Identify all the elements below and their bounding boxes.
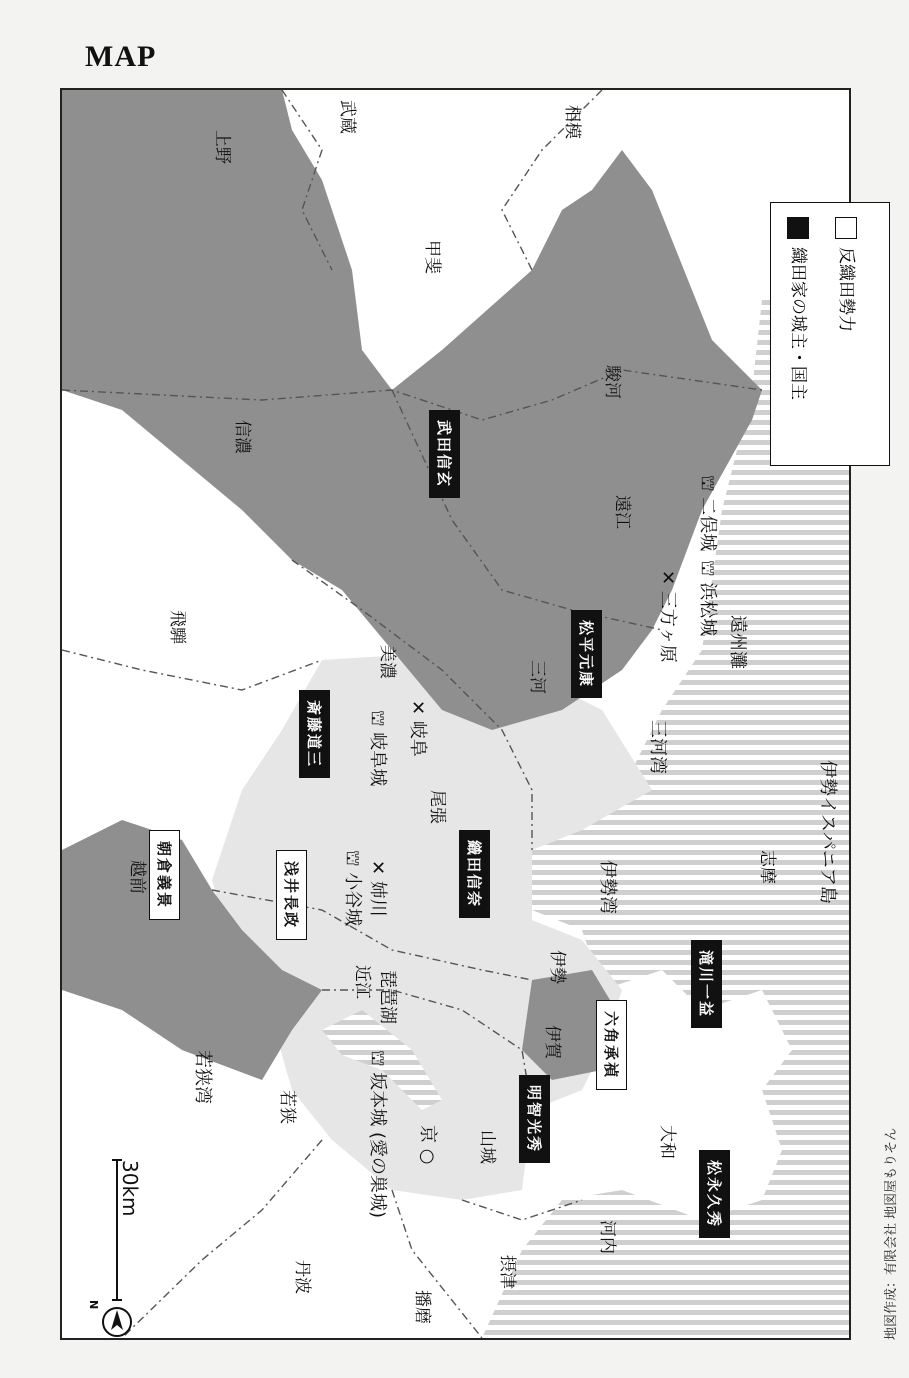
place-sakamoto-label: 坂本城 (愛の巣城) [367,1072,388,1219]
place-anegawa: ✕ 姉川 [367,860,388,917]
province-ise: 伊勢 [547,950,567,984]
map-canvas [62,90,849,1338]
province-shinano: 信濃 [232,420,252,454]
place-futamata-label: 二俣城 [697,497,718,552]
scale-label: 30km [118,1160,142,1217]
place-hamamatsu-label: 浜松城 [697,582,718,637]
province-tamba: 丹波 [292,1260,312,1294]
map-title: MAP [85,40,157,73]
place-kyo-label: 京 [417,1125,438,1143]
province-musashi: 武蔵 [337,100,357,134]
legend-swatch-white [835,217,857,239]
warlord-asakura: 朝倉義景 [149,830,180,920]
place-gifu-castle-label: 岐阜城 [367,732,388,787]
place-gifu-castle: ⛫ 岐阜城 [367,710,388,787]
warlord-akechi: 明智光秀 [519,1075,550,1163]
place-mikatagahara-label: 三方ヶ原 [657,590,678,663]
legend [770,202,890,466]
warlord-takeda: 武田信玄 [429,410,460,498]
legend-swatch-black [787,217,809,239]
compass-label: N [87,1300,100,1310]
province-kai: 甲斐 [422,240,442,274]
map-frame[interactable] [60,88,856,1340]
province-kawachi: 河内 [597,1220,617,1254]
place-kyo: 京 ○ [417,1125,438,1165]
province-yamato: 大和 [657,1125,677,1159]
place-sakamoto: ⛫ 坂本城 (愛の巣城) [367,1050,388,1219]
province-wakasa: 若狭 [277,1090,297,1124]
legend-label-anti-oda: 反織田勢力 [836,247,856,332]
place-futamata: ⛫ 二俣城 [697,475,718,552]
place-enshu: 遠州灘 [727,615,748,669]
place-wakasa-bay: 若狭湾 [192,1050,213,1104]
place-mikatagahara: ✕ 三方ヶ原 [657,570,678,663]
province-echizen: 越前 [127,860,147,894]
warlord-saito: 斎藤道三 [299,690,330,778]
place-gifu-battle: ✕ 岐阜 [407,700,428,757]
place-hamamatsu: ⛫ 浜松城 [697,560,718,637]
place-anegawa-label: 姉川 [367,880,388,917]
province-shima: 志摩 [757,850,777,884]
province-mikawa: 三河 [527,660,547,694]
place-odani-label: 小谷城 [342,872,363,927]
warlord-rokkaku: 六角承禎 [596,1000,627,1090]
place-gifu-battle-label: 岐阜 [407,720,428,757]
warlord-matsunaga: 松永久秀 [699,1150,730,1238]
province-yamashiro: 山城 [477,1130,497,1164]
province-kozuke: 上野 [212,130,232,164]
place-ise-peninsula: 伊勢イスパニア島 [817,760,838,904]
place-mikawa-bay: 三河湾 [647,720,668,774]
legend-item-anti-oda [835,217,861,332]
map-credit: 地図作成：有限会社 地図屋もりそん [884,1127,899,1340]
warlord-azai: 浅井長政 [276,850,307,940]
warlord-takigawa: 滝川一益 [691,940,722,1028]
province-totomi: 遠江 [612,495,632,529]
legend-item-oda [787,217,813,400]
legend-label-oda: 織田家の城主・国主 [788,247,808,400]
warlord-oda: 織田信奈 [459,830,490,918]
province-sagami: 相模 [562,105,582,139]
province-harima: 播磨 [412,1290,432,1324]
province-hida: 飛騨 [167,610,187,644]
warlord-matsudaira: 松平元康 [571,610,602,698]
province-owari: 尾張 [427,790,447,824]
place-ise-bay-label: 伊勢湾 [597,860,618,914]
province-settsu: 摂津 [497,1255,517,1289]
place-ise-bay [596,860,622,914]
province-suruga: 駿河 [602,365,622,399]
place-odani: ⛫ 小谷城 [342,850,363,927]
province-omi: 近江 [352,965,372,999]
province-iga: 伊賀 [542,1025,562,1059]
place-biwako: 琵琶湖 [377,970,398,1024]
province-mino: 美濃 [377,645,397,679]
